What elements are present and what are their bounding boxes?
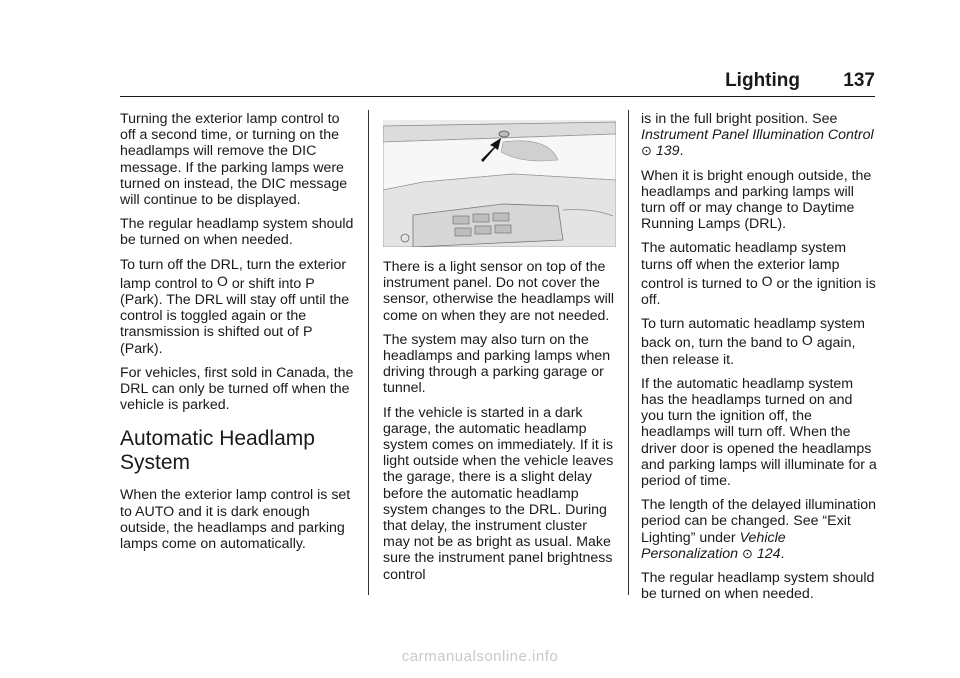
page-number: 137	[843, 70, 875, 91]
paragraph: Turning the exterior lamp control to off a second time, or turning on the headlamps will remove the DIC message. If the parking lamps were turned on instead, the DIC message will continue to be displayed.	[120, 111, 348, 209]
paragraph: When the exterior lamp control is set to AUTO and it is dark enough outside, the headlamps and parking lamps come on automatically.	[120, 487, 351, 553]
column-1	[120, 111, 358, 560]
paragraph: To turn automatic headlamp system back on, turn the band to O again, then release it.	[641, 316, 865, 368]
cross-reference-link[interactable]: Vehicle Personalization	[641, 529, 786, 562]
section-title: Lighting	[725, 70, 800, 91]
paragraph: For vehicles, first sold in Canada, the DRL can only be turned off when the vehicle is parked.	[120, 364, 354, 414]
column-3	[641, 111, 879, 610]
page-header	[120, 66, 875, 97]
column-divider-1	[368, 110, 369, 595]
watermark: carmanualsonline.info	[401, 648, 559, 665]
lamp-off-symbol-icon: O	[217, 272, 228, 289]
page-ref-icon: ⊙	[641, 143, 652, 159]
paragraph: The regular headlamp system should be turned on when needed.	[120, 216, 354, 249]
paragraph: When it is bright enough outside, the headlamps and parking lamps will turn off or may change to Daytime Running Lamps (DRL).	[641, 167, 872, 233]
paragraph: If the automatic headlamp system has the headlamps turned on and you turn the ignition off, the headlamps will turn off. When the driver door is opened the headlamps and parking lamps will illuminate for a period of time.	[641, 375, 877, 490]
page-ref-icon: ⊙	[741, 545, 753, 561]
lamp-off-symbol-icon: O	[761, 272, 773, 289]
cross-reference-link[interactable]: Instrument Panel Illumination Control	[641, 127, 874, 144]
paragraph: If the vehicle is started in a dark garage, the automatic headlamp system comes on immediately. If it is light outside when the vehicle leaves the garage, there is a slight delay before the automatic headlamp system changes to the DRL. During that delay, the instrument cluster may not be as bright as usual. Make sure the instrument panel brightness control	[383, 404, 614, 583]
paragraph: The system may also turn on the headlamps and parking lamps when driving through a parking garage or tunnel.	[383, 331, 611, 397]
paragraph: The automatic headlamp system turns off when the exterior lamp control is turned to O or the ignition is off.	[641, 240, 876, 309]
column-divider-2	[628, 110, 629, 595]
paragraph: is in the full bright position. See Instrument Panel Illumination Control ⊙ 139.	[641, 111, 874, 160]
paragraph: To turn off the DRL, turn the exterior lamp control to O or shift into P (Park). The DRL will stay off until the control is toggled again or the transmission is shifted out of P (Park).	[120, 256, 350, 357]
paragraph: There is a light sensor on top of the instrument panel. Do not cover the sensor, otherwise the headlamps will come on when they are not needed.	[383, 259, 615, 324]
section-heading: Automatic Headlamp System	[120, 427, 315, 475]
paragraph: The length of the delayed illumination period can be changed. See “Exit Lighting” under Vehicle Personalization ⊙ 124.	[641, 497, 877, 562]
page-ref-number[interactable]: 139	[655, 143, 680, 160]
page-ref-number[interactable]: 124	[756, 545, 781, 562]
lamp-off-symbol-icon: O	[801, 332, 813, 349]
dashboard-drawing	[383, 120, 616, 247]
paragraph: The regular headlamp system should be turned on when needed.	[641, 570, 875, 603]
column-2	[383, 259, 617, 591]
light-sensor-illustration	[383, 120, 616, 247]
